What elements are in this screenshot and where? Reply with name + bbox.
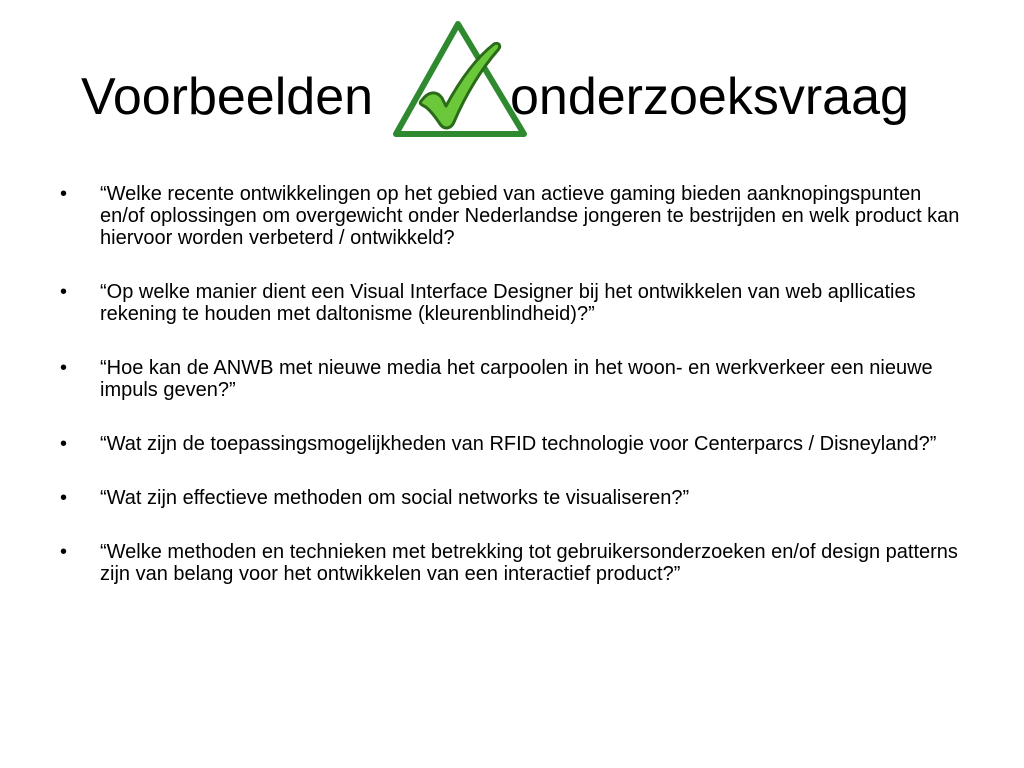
bullet-icon: • (60, 541, 68, 563)
question-list (60, 183, 960, 617)
list-item (60, 357, 960, 401)
list-item (60, 487, 960, 509)
checkmark-triangle-icon (384, 18, 534, 144)
list-item (60, 433, 960, 455)
title-text-right: onderzoeksvraag (510, 68, 909, 126)
list-item (60, 281, 960, 325)
bullet-text: “Welke recente ontwikkelingen op het gebied van actieve gaming bieden aanknopingspunten en/of oplossingen om overgewicht onder Nederlandse jongeren te bestrijden en welk product kan hiervoor worden verbeterd / ontwikkeld? (100, 183, 960, 249)
title-text-left: Voorbeelden (81, 68, 374, 126)
bullet-icon: • (60, 183, 68, 205)
bullet-text: “Welke methoden en technieken met betrekking tot gebruikersonderzoeken en/of design patterns zijn van belang voor het ontwikkelen van een interactief product?” (100, 541, 958, 585)
bullet-icon: • (60, 281, 68, 303)
list-item (60, 183, 960, 249)
bullet-text: “Hoe kan de ANWB met nieuwe media het carpoolen in het woon- en werkverkeer een nieuwe impuls geven?” (100, 357, 933, 401)
bullet-icon: • (60, 357, 68, 379)
checkmark-shape (420, 43, 499, 128)
bullet-text: “Wat zijn de toepassingsmogelijkheden van RFID technologie voor Centerparcs / Disneyland?” (100, 433, 937, 455)
bullet-icon: • (60, 487, 68, 509)
bullet-icon: • (60, 433, 68, 455)
bullet-text: “Op welke manier dient een Visual Interface Designer bij het ontwikkelen van web apllicaties rekening te houden met daltonisme (kleurenblindheid)?” (100, 281, 916, 325)
bullet-text: “Wat zijn effectieve methoden om social networks te visualiseren?” (100, 487, 690, 509)
triangle-outline (396, 24, 524, 134)
list-item (60, 541, 960, 585)
